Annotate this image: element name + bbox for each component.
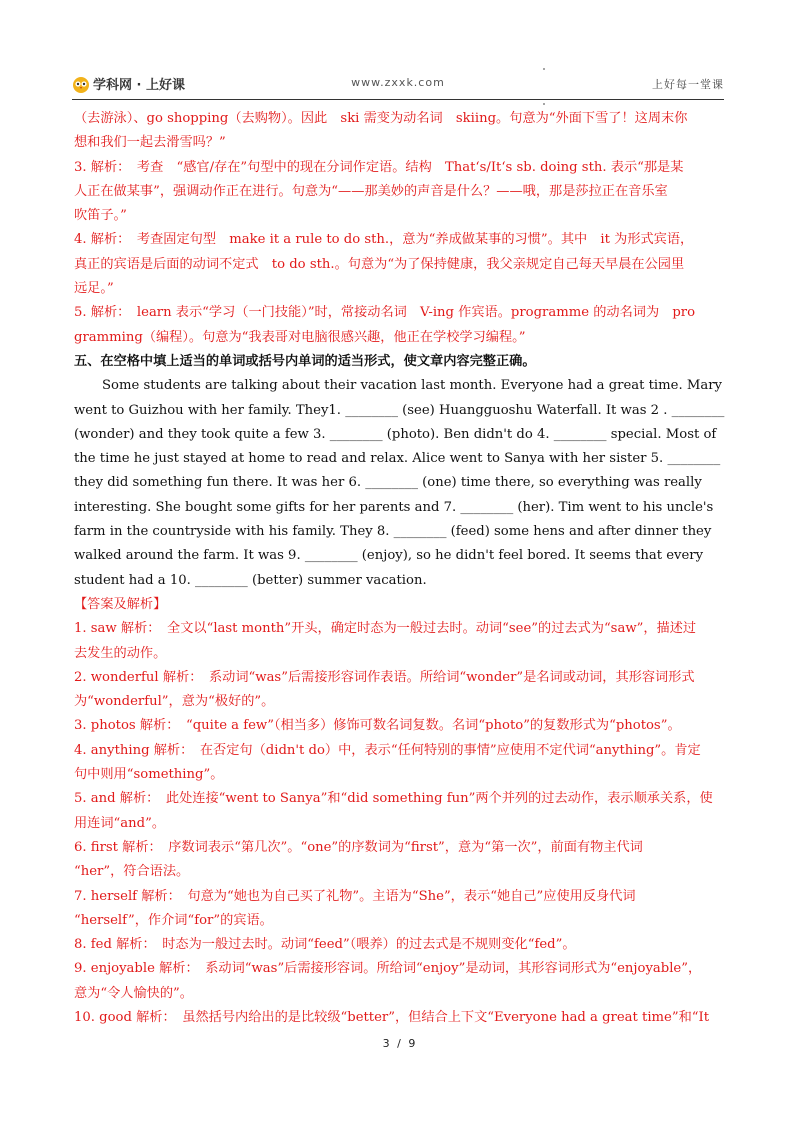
prior-answers-section [74, 107, 728, 350]
header-divider [72, 99, 724, 100]
answer-line: 为“wonderful”，意为“极好的”。 [74, 694, 275, 710]
passage-text: (better) summer vacation. [247, 572, 427, 588]
blank-8: ________ [393, 524, 447, 540]
blank-2: ________ [671, 402, 725, 418]
header-slogan: 上好每一堂课 [652, 78, 724, 91]
text-line: （去游泳）、go shopping（去购物）。因此 ski 需变为动名词 skiing。句意为“外面下雪了！这周末你 [74, 111, 688, 126]
answer-line: 10. good 解析： 虽然括号内给出的是比较级“better”，但结合上下文“Everyone had a great time”和“It [74, 1009, 710, 1025]
passage-text: (see) Huangguoshu Waterfall. It was 2 . [397, 402, 672, 418]
passage-text: they did something fun there. It was her 6. [74, 475, 366, 491]
answer-line: “her”，符合语法。 [74, 864, 190, 880]
text-line: 真正的宾语是后面的动词不定式 to do sth.。句意为“为了保持健康，我父亲规定自己每天早晨在公园里 [74, 256, 685, 272]
passage-text: (one) time there, so everything was really interesting. She bought some gifts for her parents and 7. [74, 475, 702, 515]
text-line: 想和我们一起去滑雪吗？” [74, 135, 226, 151]
logo-text: 学科网 · 上好课 [93, 78, 185, 93]
answer-line: 9. enjoyable 解析： 系动词“was”后需接形容词。所给词“enjoy”是动词，其形容词形式为“enjoyable”， [74, 961, 702, 977]
answer-line: 去发生的动作。 [74, 645, 167, 661]
answer-line: 5. and 解析： 此处连接“went to Sanya”和“did something fun”两个并列的过去动作，表示顺承关系，使 [74, 791, 713, 807]
answers-section [74, 617, 728, 1030]
blank-1: ________ [345, 402, 398, 418]
passage-text: (wonder) and they took quite a few 3. [74, 426, 330, 442]
decorative-dot [543, 103, 545, 105]
cloze-passage [74, 374, 728, 593]
site-url: www.zxxk.com [351, 76, 445, 89]
answer-line: 意为“令人愉快的”。 [74, 985, 193, 1001]
blank-5: ________ [667, 451, 721, 467]
answer-line: 7. herself 解析： 句意为“她也为自己买了礼物”。主语为“She”，表示“她自己”应使用反身代词 [74, 888, 636, 904]
text-line: 3. 解析： 考查 “感官/存在”句型中的现在分词作定语。结构 That‘s/It‘s sb. doing sth. 表示“那是某 [74, 159, 684, 175]
passage-text: (feed) some hens and after dinner they walked around the farm. It was 9. [74, 524, 712, 564]
answer-line: 2. wonderful 解析： 系动词“was”后需接形容词作表语。所给词“wonder”是名词或动词，其形容词形式 [74, 669, 695, 685]
passage-text: special. Most of the time he just stayed at home to read and relax. Alice went to Sanya with her sister 5. [74, 426, 717, 467]
answer-line: 1. saw 解析： 全文以“last month”开头，确定时态为一般过去时。动词“see”的过去式为“saw”，描述过 [74, 621, 697, 637]
text-line: 吹笛子。” [74, 208, 127, 224]
document-body [74, 107, 728, 1030]
answer-line: 8. fed 解析： 时态为一般过去时。动词“feed”（喂养）的过去式是不规则变化“fed”。 [74, 937, 576, 953]
blank-9: ________ [304, 548, 358, 564]
text-line: 人正在做某事”，强调动作正在进行。句意为“——那美妙的声音是什么？——哦，那是莎拉正在音乐室 [74, 183, 668, 199]
text-line: gramming（编程）。句意为“我表哥对电脑很感兴趣，他正在学校学习编程。” [74, 329, 526, 345]
text-line: 远足。” [74, 281, 114, 297]
blank-3: ________ [329, 426, 383, 442]
passage-text: (photo). Ben didn't do 4. [382, 426, 554, 442]
page-number: 3 / 9 [382, 1037, 418, 1050]
answer-line: 用连词“and”。 [74, 815, 166, 831]
answer-line: “herself”，作介词“for”的宾语。 [74, 912, 273, 928]
page-header [72, 74, 724, 96]
blank-6: ________ [365, 475, 418, 491]
decorative-dot [543, 68, 545, 70]
blank-4: ________ [553, 426, 607, 442]
passage-text: (enjoy), so he didn't feel bored. It seems that every student had a 10. [74, 548, 704, 588]
section-title: 五、在空格中填上适当的单词或括号内单词的适当形式，使文章内容完整正确。 [74, 353, 536, 369]
answer-line: 4. anything 解析： 在否定句（didn't do）中，表示“任何特别的事情”应使用不定代词“anything”。肯定 [74, 742, 701, 758]
blank-10: ________ [195, 572, 248, 588]
text-line: 5. 解析： learn 表示“学习（一门技能）”时，常接动名词 V-ing 作宾语。programme 的动名词为 pro [74, 305, 696, 321]
answer-line: 6. first 解析： 序数词表示“第几次”。“one”的序数词为“first”，意为“第一次”，前面有物主代词 [74, 839, 643, 855]
text-line: 4. 解析： 考查固定句型 make it a rule to do sth.，意为“养成做某事的习惯”。其中 it 为形式宾语， [74, 232, 694, 248]
answer-line: 句中则用“something”。 [74, 767, 224, 783]
answer-line: 3. photos 解析： “quite a few”（相当多）修饰可数名词复数。名词“photo”的复数形式为“photos”。 [74, 718, 681, 734]
passage-text: Some students are talking about their vacation last month. Everyone had a great time. Mary went to Guizhou with her family. They1. [74, 378, 722, 418]
blank-7: ________ [460, 499, 514, 515]
answer-heading: 【答案及解析】 [74, 596, 167, 612]
passage-text: (her). Tim went to his uncle's farm in the countryside with his family. They 8. [74, 499, 714, 540]
